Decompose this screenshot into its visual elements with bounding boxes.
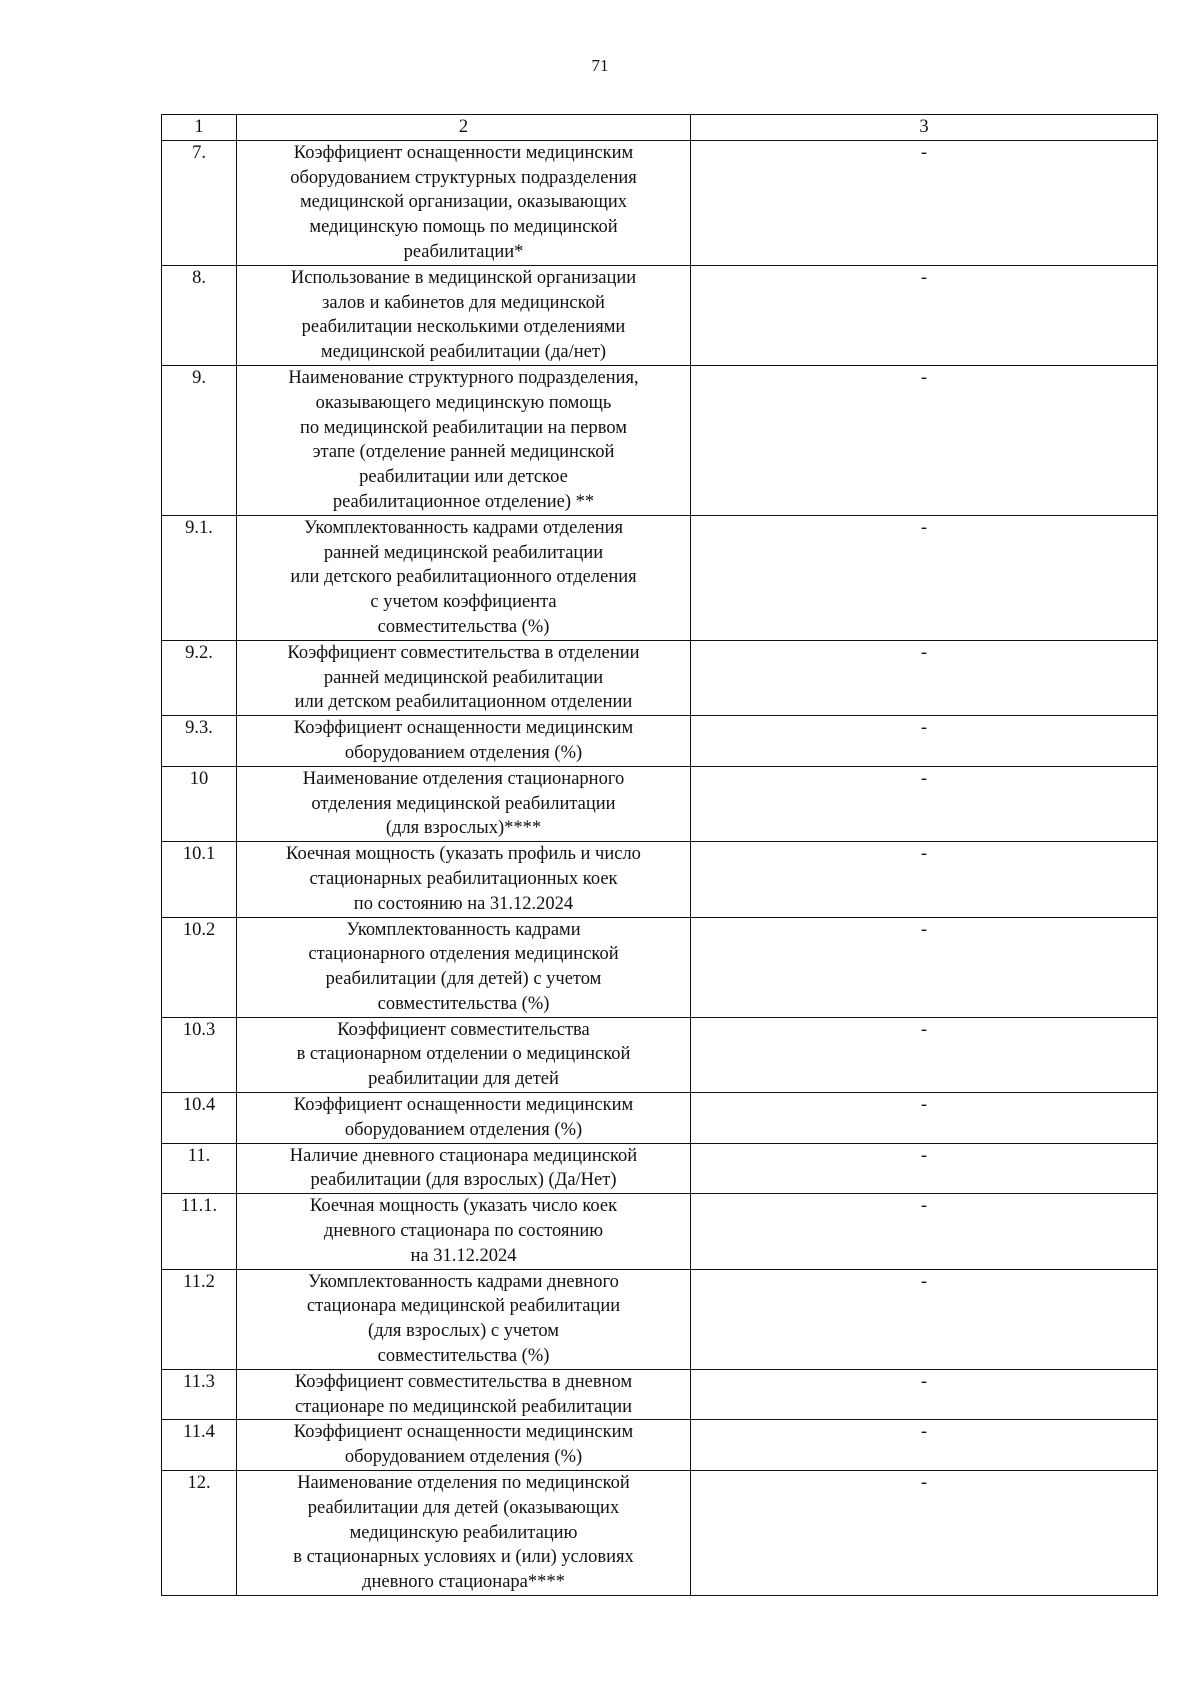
row-number: 8. [162,265,237,365]
indicator-name: Наименование отделения стационарного отделения медицинской реабилитации (для взрослых)**** [237,766,691,841]
indicator-name: Наименование отделения по медицинской реабилитации для детей (оказывающих медицинскую реабилитацию в стационарных условиях и (или) условиях дневного стационара**** [237,1471,691,1596]
indicator-name: Коечная мощность (указать профиль и число стационарных реабилитационных коек по состоянию на 31.12.2024 [237,842,691,917]
indicator-value: - [691,1471,1158,1596]
table-row [162,1194,1158,1269]
row-number: 10.1 [162,842,237,917]
indicator-value: - [691,716,1158,767]
table-row [162,917,1158,1017]
indicator-value: - [691,515,1158,640]
row-number: 7. [162,140,237,265]
indicator-value: - [691,1017,1158,1092]
table-header-row [162,115,1158,141]
column-header-2: 2 [237,115,691,141]
row-number: 11. [162,1143,237,1194]
indicator-value: - [691,265,1158,365]
row-number: 12. [162,1471,237,1596]
indicator-name: Коэффициент совместительства в дневном стационаре по медицинской реабилитации [237,1369,691,1420]
table-row [162,1471,1158,1596]
page-number: 71 [591,56,609,75]
table-row [162,1017,1158,1092]
indicator-name: Использование в медицинской организации залов и кабинетов для медицинской реабилитации несколькими отделениями медицинской реабилитации (да/нет) [237,265,691,365]
row-number: 9.3. [162,716,237,767]
row-number: 9. [162,365,237,515]
indicator-name: Коэффициент совместительства в стационарном отделении о медицинской реабилитации для детей [237,1017,691,1092]
column-header-1: 1 [162,115,237,141]
column-header-3: 3 [691,115,1158,141]
indicator-name: Укомплектованность кадрами отделения ранней медицинской реабилитации или детского реабилитационного отделения с учетом коэффициента совместительства (%) [237,515,691,640]
row-number: 11.1. [162,1194,237,1269]
table-row [162,365,1158,515]
indicator-value: - [691,1093,1158,1144]
table-row [162,140,1158,265]
indicator-value: - [691,640,1158,715]
indicator-value: - [691,1194,1158,1269]
indicator-name: Наличие дневного стационара медицинской реабилитации (для взрослых) (Да/Нет) [237,1143,691,1194]
table-row [162,716,1158,767]
indicator-name: Укомплектованность кадрами стационарного отделения медицинской реабилитации (для детей) с учетом совместительства (%) [237,917,691,1017]
table-row [162,1093,1158,1144]
indicator-value: - [691,842,1158,917]
indicator-value: - [691,365,1158,515]
indicator-name: Коэффициент оснащенности медицинским оборудованием отделения (%) [237,1420,691,1471]
table-row [162,1269,1158,1369]
indicator-value: - [691,1143,1158,1194]
row-number: 10.3 [162,1017,237,1092]
table-row [162,1369,1158,1420]
row-number: 10 [162,766,237,841]
table-row [162,265,1158,365]
row-number: 9.2. [162,640,237,715]
table-body [162,115,1158,1596]
indicator-name: Коэффициент оснащенности медицинским оборудованием отделения (%) [237,1093,691,1144]
indicator-name: Коечная мощность (указать число коек дневного стационара по состоянию на 31.12.2024 [237,1194,691,1269]
indicator-value: - [691,1269,1158,1369]
indicator-name: Укомплектованность кадрами дневного стационара медицинской реабилитации (для взрослых) с учетом совместительства (%) [237,1269,691,1369]
table-row [162,1143,1158,1194]
table-row [162,1420,1158,1471]
indicator-name: Коэффициент оснащенности медицинским оборудованием отделения (%) [237,716,691,767]
indicators-table [161,114,1158,1596]
indicator-value: - [691,1420,1158,1471]
indicator-name: Коэффициент совместительства в отделении ранней медицинской реабилитации или детском реабилитационном отделении [237,640,691,715]
row-number: 11.2 [162,1269,237,1369]
row-number: 11.3 [162,1369,237,1420]
row-number: 11.4 [162,1420,237,1471]
table-row [162,766,1158,841]
row-number: 10.4 [162,1093,237,1144]
indicator-value: - [691,140,1158,265]
indicator-value: - [691,917,1158,1017]
table-row [162,640,1158,715]
indicator-value: - [691,1369,1158,1420]
row-number: 9.1. [162,515,237,640]
indicator-name: Наименование структурного подразделения, оказывающего медицинскую помощь по медицинской реабилитации на первом этапе (отделение ранней медицинской реабилитации или детское реабилитационное отделение) ** [237,365,691,515]
table-row [162,515,1158,640]
table-row [162,842,1158,917]
indicator-name: Коэффициент оснащенности медицинским оборудованием структурных подразделения медицинской организации, оказывающих медицинскую помощь по медицинской реабилитации* [237,140,691,265]
indicator-value: - [691,766,1158,841]
row-number: 10.2 [162,917,237,1017]
